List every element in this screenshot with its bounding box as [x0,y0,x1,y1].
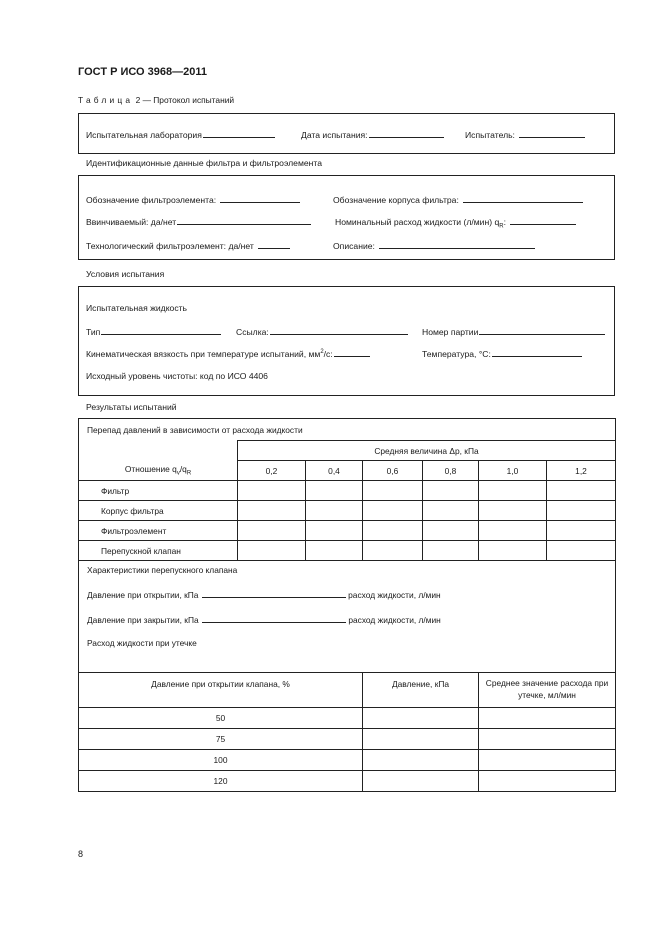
temperature-field[interactable] [492,347,582,357]
flow-unit-label: расход жидкости, л/мин [348,615,441,625]
table-row [79,481,616,501]
pressure-drop-title: Перепад давлений в зависимости от расхода жидкости [79,419,616,441]
ratio-value: 1,0 [479,461,547,481]
lab-label: Испытательная лаборатория [86,130,202,140]
reference-label: Ссылка: [236,327,269,337]
table-row [79,521,616,541]
tester-label: Испытатель: [465,130,515,140]
table-row [79,501,616,521]
document-header: ГОСТ Р ИСО 3968—2011 [78,66,208,78]
leak-value: 50 [79,708,363,729]
avg-header: Средняя величина Δp, кПа [238,441,616,461]
leak-value: 100 [79,750,363,771]
type-label: Тип [86,327,101,337]
caption-text: 2 — Протокол испытаний [135,95,235,105]
leak-header: Давление при открытии клапана, % [79,673,363,708]
temperature-label: Температура, °С: [422,349,491,359]
description-label: Описание: [333,241,375,251]
open-pressure-label: Давление при открытии, кПа [87,590,199,600]
ratio-value: 1,2 [547,461,616,481]
leak-title: Расход жидкости при утечке [87,638,197,648]
date-label: Дата испытания: [301,130,368,140]
ratio-value: 0,8 [423,461,479,481]
leak-value: 120 [79,771,363,792]
element-designation-label: Обозначение фильтроэлемента: [86,195,217,205]
page-number: 8 [78,849,84,859]
batch-field[interactable] [479,325,605,335]
tester-field[interactable] [519,128,585,138]
batch-label: Номер партии [422,327,479,337]
cleanliness-label: Исходный уровень чистоты: код по ИСО 4406 [86,371,268,381]
table-row [79,729,616,750]
leak-header: Давление, кПа [363,673,479,708]
table-row [79,708,616,729]
bypass-title: Характеристики перепускного клапана [87,565,238,575]
table-row [79,750,616,771]
reference-field[interactable] [270,325,408,335]
table-row [79,541,616,561]
fluid-label: Испытательная жидкость [86,303,188,313]
table-caption [78,95,234,105]
table-row [79,771,616,792]
close-pressure-label: Давление при закрытии, кПа [87,615,199,625]
element-designation-field[interactable] [220,193,300,203]
ratio-value: 0,6 [363,461,423,481]
open-pressure-field[interactable] [202,588,346,598]
description-field[interactable] [379,239,535,249]
row-label: Перепускной клапан [79,541,238,561]
bypass-section [79,561,616,673]
ident-title: Идентификационные данные фильтра и фильтроэлемента [86,158,323,168]
tech-element-label: Технологический фильтроэлемент: да/нет [86,241,254,251]
leak-value: 75 [79,729,363,750]
leak-header: Среднее значение расхода при утечке, мл/мин [479,673,616,708]
ratio-label: Отношение $q_v/q_R$ [79,461,238,481]
screw-in-label: Ввинчиваемый: да/нет [86,217,177,227]
close-pressure-field[interactable] [202,613,346,623]
conditions-title: Условия испытания [86,269,165,279]
ratio-value: 0,2 [238,461,306,481]
tech-element-field[interactable] [258,239,290,249]
housing-designation-field[interactable] [463,193,583,203]
viscosity-label: Кинематическая вязкость при температуре испытаний, мм [86,349,321,359]
viscosity-field[interactable] [334,347,370,357]
results-title: Результаты испытаний [86,402,177,412]
nominal-flow-label: Номинальный расход жидкости (л/мин) q [335,217,500,227]
results-table [78,418,616,792]
ratio-value: 0,4 [306,461,363,481]
row-label: Корпус фильтра [79,501,238,521]
row-label: Фильтр [79,481,238,501]
caption-word: Таблица [78,95,134,105]
nominal-flow-field[interactable] [510,215,576,225]
screw-in-field[interactable] [177,215,311,225]
flow-unit-label: расход жидкости, л/мин [348,590,441,600]
date-field[interactable] [369,128,444,138]
lab-field[interactable] [203,128,275,138]
housing-designation-label: Обозначение корпуса фильтра: [333,195,459,205]
row-label: Фильтроэлемент [79,521,238,541]
type-field[interactable] [101,325,221,335]
